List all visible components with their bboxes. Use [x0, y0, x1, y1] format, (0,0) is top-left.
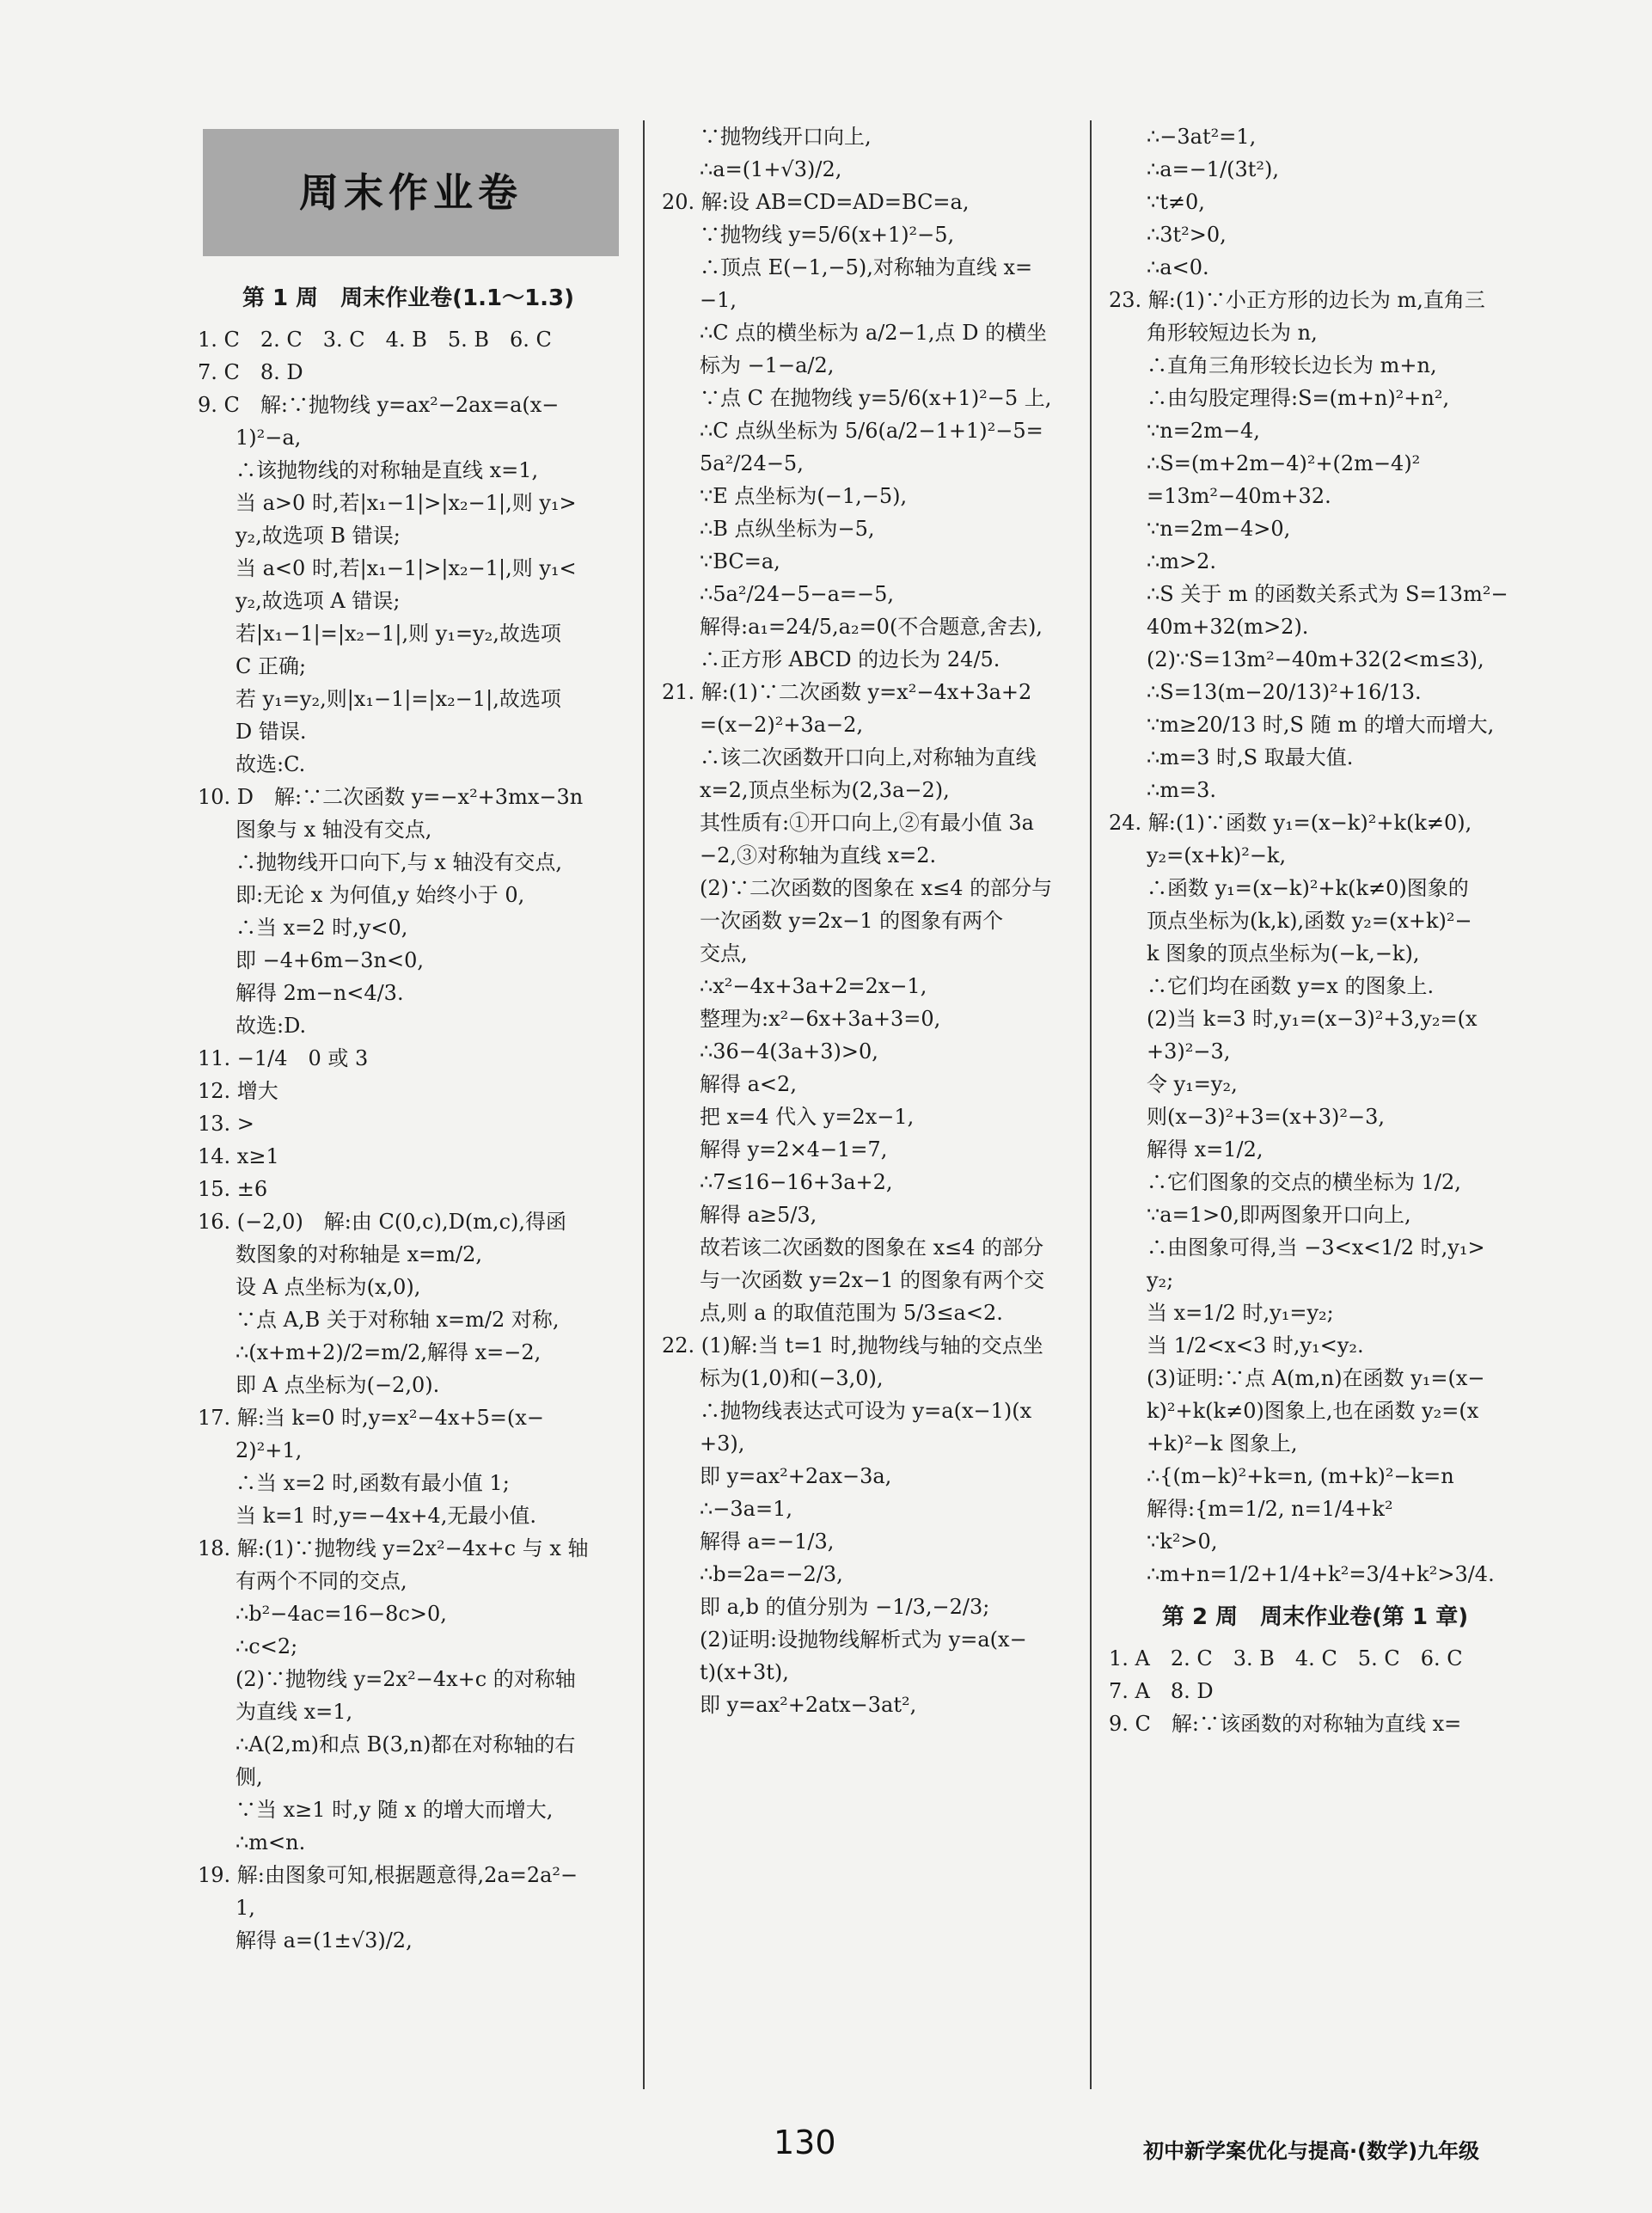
text-line: 角形较短边长为 n, — [1147, 321, 1318, 345]
text-line: ∵E 点坐标为(−1,−5), — [700, 484, 908, 508]
text-line: 11. −1/4 0 或 3 — [198, 1046, 369, 1070]
text-line: 解得 a≥5/3, — [700, 1203, 817, 1227]
text-line: 7. C 8. D — [198, 360, 303, 384]
text-line: 即:无论 x 为何值,y 始终小于 0, — [236, 883, 525, 907]
text-line: 即 y=ax²+2ax−3a, — [700, 1464, 892, 1488]
text-line: ∴正方形 ABCD 的边长为 24/5. — [700, 647, 1000, 671]
text-line: 18. 解:(1)∵抛物线 y=2x²−4x+c 与 x 轴 — [198, 1536, 589, 1560]
text-line: 故若该二次函数的图象在 x≤4 的部分 — [700, 1235, 1044, 1260]
text-line: ∴由勾股定理得:S=(m+n)²+n², — [1147, 386, 1450, 410]
text-line: y₂,故选项 B 错误; — [236, 524, 401, 548]
text-line: ∴{(m−k)²+k=n, (m+k)²−k=n — [1147, 1464, 1454, 1488]
text-line: ∴a<0. — [1147, 255, 1209, 279]
text-line: 14. x≥1 — [198, 1144, 279, 1168]
banner — [203, 129, 619, 256]
text-line: ∵当 x≥1 时,y 随 x 的增大而增大, — [236, 1798, 554, 1822]
text-line: ∵a=1>0,即两图象开口向上, — [1147, 1203, 1411, 1227]
text-line: 当 a>0 时,若|x₁−1|>|x₂−1|,则 y₁> — [236, 491, 577, 515]
text-line: (2)∵抛物线 y=2x²−4x+c 的对称轴 — [236, 1667, 576, 1691]
text-line: ∴b=2a=−2/3, — [700, 1562, 843, 1586]
text-line: y₂=(x+k)²−k, — [1147, 843, 1287, 867]
text-line: ∴该二次函数开口向上,对称轴为直线 — [700, 745, 1037, 769]
text-line: ∵k²>0, — [1147, 1529, 1218, 1554]
text-line: −2,③对称轴为直线 x=2. — [700, 843, 937, 867]
text-line: ∴它们均在函数 y=x 的图象上. — [1147, 974, 1435, 998]
text-line: ∴m=3 时,S 取最大值. — [1147, 745, 1354, 769]
section-title-week-2: 第 2 周 周末作业卷(第 1 章) — [1161, 1604, 1469, 1630]
text-line: 21. 解:(1)∵二次函数 y=x²−4x+3a+2 — [662, 680, 1032, 704]
text-line: +3), — [700, 1431, 745, 1456]
text-line: ∵n=2m−4>0, — [1147, 517, 1291, 541]
text-line: 解得 a=(1±√3)/2, — [236, 1928, 413, 1952]
text-line: ∴抛物线表达式可设为 y=a(x−1)(x — [700, 1399, 1032, 1423]
text-line: 13. > — [198, 1112, 254, 1136]
text-line: ∴b²−4ac=16−8c>0, — [236, 1602, 447, 1626]
text-line: 23. 解:(1)∵小正方形的边长为 m,直角三 — [1109, 288, 1485, 312]
text-line: (2)∵S=13m²−40m+32(2<m≤3), — [1147, 647, 1484, 671]
text-line: (3)证明:∵点 A(m,n)在函数 y₁=(x− — [1147, 1366, 1485, 1390]
section-title-week-1: 第 1 周 周末作业卷(1.1～1.3) — [242, 285, 575, 311]
text-line: ∵BC=a, — [700, 549, 780, 573]
text-line: 交点, — [700, 941, 748, 966]
text-line: 10. D 解:∵二次函数 y=−x²+3mx−3n — [198, 785, 584, 809]
text-line: ∵抛物线开口向上, — [700, 125, 872, 149]
text-line: 设 A 点坐标为(x,0), — [236, 1275, 421, 1299]
text-line: 即 A 点坐标为(−2,0). — [236, 1373, 440, 1397]
text-line: ∵点 C 在抛物线 y=5/6(x+1)²−5 上, — [700, 386, 1052, 410]
text-line: 16. (−2,0) 解:由 C(0,c),D(m,c),得函 — [198, 1210, 566, 1234]
text-line: ∴x²−4x+3a+2=2x−1, — [700, 974, 927, 998]
text-line: (2)∵二次函数的图象在 x≤4 的部分与 — [700, 876, 1053, 900]
text-line: ∴a=(1+√3)/2, — [700, 157, 842, 181]
text-line: y₂; — [1147, 1268, 1174, 1292]
text-line: 1)²−a, — [236, 426, 302, 450]
text-line: 把 x=4 代入 y=2x−1, — [700, 1105, 915, 1129]
text-line: 即 a,b 的值分别为 −1/3,−2/3; — [700, 1595, 990, 1619]
column-3-text — [1109, 120, 1521, 1591]
text-line: 图象与 x 轴没有交点, — [236, 818, 432, 842]
text-line: 即 −4+6m−3n<0, — [236, 948, 424, 972]
text-line: 当 k=1 时,y=−4x+4,无最小值. — [236, 1504, 537, 1528]
text-line: 当 x=1/2 时,y₁=y₂; — [1147, 1301, 1334, 1325]
text-line: ∴当 x=2 时,y<0, — [236, 916, 408, 940]
page-number: 130 — [774, 2124, 836, 2161]
text-line: +k)²−k 图象上, — [1147, 1431, 1298, 1456]
text-line: ∴−3at²=1, — [1147, 125, 1257, 149]
text-line: 若 y₁=y₂,则|x₁−1|=|x₂−1|,故选项 — [236, 687, 561, 711]
text-line: ∴该抛物线的对称轴是直线 x=1, — [236, 458, 539, 482]
text-line: 与一次函数 y=2x−1 的图象有两个交 — [700, 1268, 1045, 1292]
text-line: 有两个不同的交点, — [236, 1569, 407, 1593]
text-line: 若|x₁−1|=|x₂−1|,则 y₁=y₂,故选项 — [236, 622, 561, 646]
text-line: (2)当 k=3 时,y₁=(x−3)²+3,y₂=(x — [1147, 1007, 1478, 1031]
text-line: 故选:D. — [236, 1014, 307, 1038]
text-line: ∴C 点的横坐标为 a/2−1,点 D 的横坐 — [700, 321, 1048, 345]
text-line: 其性质有:①开口向上,②有最小值 3a — [700, 811, 1034, 835]
text-line: ∴−3a=1, — [700, 1497, 792, 1521]
column-3 — [1109, 120, 1521, 1740]
text-line: k 图象的顶点坐标为(−k,−k), — [1147, 941, 1420, 966]
text-line: ∴抛物线开口向下,与 x 轴没有交点, — [236, 850, 563, 874]
text-line: +3)²−3, — [1147, 1039, 1231, 1064]
text-line: 19. 解:由图象可知,根据题意得,2a=2a²− — [198, 1863, 578, 1887]
text-line: ∴它们图象的交点的横坐标为 1/2, — [1147, 1170, 1461, 1194]
text-line: ∴5a²/24−5−a=−5, — [700, 582, 895, 606]
text-line: x=2,顶点坐标为(2,3a−2), — [700, 778, 950, 802]
text-line: 解得:a₁=24/5,a₂=0(不合题意,舍去), — [700, 615, 1043, 639]
text-line: 15. ±6 — [198, 1177, 268, 1201]
text-line: ∴m+n=1/2+1/4+k²=3/4+k²>3/4. — [1147, 1562, 1495, 1586]
text-line: 侧, — [236, 1765, 263, 1789]
text-line: =(x−2)²+3a−2, — [700, 713, 864, 737]
text-line: ∴m<n. — [236, 1830, 306, 1854]
text-line: ∵抛物线 y=5/6(x+1)²−5, — [700, 223, 955, 247]
text-line: ∵n=2m−4, — [1147, 419, 1260, 443]
text-line: 整理为:x²−6x+3a+3=0, — [700, 1007, 941, 1031]
text-line: =13m²−40m+32. — [1147, 484, 1331, 508]
text-line: 解得 y=2×4−1=7, — [700, 1137, 888, 1162]
text-line: ∴m>2. — [1147, 549, 1217, 573]
text-line: ∴S=(m+2m−4)²+(2m−4)² — [1147, 451, 1421, 475]
text-line: 解得 x=1/2, — [1147, 1137, 1263, 1162]
text-line: 解得 2m−n<4/3. — [236, 981, 404, 1005]
text-line: ∴3t²>0, — [1147, 223, 1227, 247]
text-line: ∴直角三角形较长边长为 m+n, — [1147, 353, 1437, 377]
text-line: 数图象的对称轴是 x=m/2, — [236, 1242, 483, 1266]
text-line: 为直线 x=1, — [236, 1700, 353, 1724]
text-line: 17. 解:当 k=0 时,y=x²−4x+5=(x− — [198, 1406, 544, 1430]
text-line: t)(x+3t), — [700, 1660, 789, 1684]
text-line: D 错误. — [236, 720, 307, 744]
text-line: C 正确; — [236, 654, 307, 678]
text-line: 7. A 8. D — [1109, 1679, 1214, 1703]
text-line: 1. C 2. C 3. C 4. B 5. B 6. C — [198, 328, 552, 352]
text-line: 解得 a=−1/3, — [700, 1529, 835, 1554]
banner-title: 周末作业卷 — [299, 169, 523, 216]
text-line: ∴顶点 E(−1,−5),对称轴为直线 x= — [700, 255, 1033, 279]
text-line: 5a²/24−5, — [700, 451, 804, 475]
text-line: 顶点坐标为(k,k),函数 y₂=(x+k)²− — [1147, 909, 1472, 933]
column-1-text — [198, 323, 619, 1957]
text-line: ∴A(2,m)和点 B(3,n)都在对称轴的右 — [236, 1732, 576, 1756]
text-line: 20. 解:设 AB=CD=AD=BC=a, — [662, 190, 970, 214]
text-line: ∴S 关于 m 的函数关系式为 S=13m²− — [1147, 582, 1508, 606]
text-line: 24. 解:(1)∵函数 y₁=(x−k)²+k(k≠0), — [1109, 811, 1472, 835]
text-line: 9. C 解:∵抛物线 y=ax²−2ax=a(x− — [198, 393, 560, 417]
text-line: ∴a=−1/(3t²), — [1147, 157, 1280, 181]
text-line: ∴函数 y₁=(x−k)²+k(k≠0)图象的 — [1147, 876, 1469, 900]
column-3-text-2 — [1109, 1642, 1521, 1740]
text-line: ∴7≤16−16+3a+2, — [700, 1170, 893, 1194]
text-line: (2)证明:设抛物线解析式为 y=a(x− — [700, 1628, 1027, 1652]
text-line: 40m+32(m>2). — [1147, 615, 1309, 639]
text-line: ∵点 A,B 关于对称轴 x=m/2 对称, — [236, 1308, 560, 1332]
text-line: 1. A 2. C 3. B 4. C 5. C 6. C — [1109, 1646, 1463, 1670]
column-divider-2 — [1090, 120, 1092, 2089]
text-line: ∴c<2; — [236, 1634, 298, 1658]
text-line: ∴36−4(3a+3)>0, — [700, 1039, 878, 1064]
text-line: 当 a<0 时,若|x₁−1|>|x₂−1|,则 y₁< — [236, 556, 577, 580]
text-line: ∵m≥20/13 时,S 随 m 的增大而增大, — [1147, 713, 1495, 737]
text-line: 令 y₁=y₂, — [1147, 1072, 1238, 1096]
text-line: ∴由图象可得,当 −3<x<1/2 时,y₁> — [1147, 1235, 1485, 1260]
text-line: 故选:C. — [236, 752, 306, 776]
text-line: 一次函数 y=2x−1 的图象有两个 — [700, 909, 1004, 933]
text-line: 则(x−3)²+3=(x+3)²−3, — [1147, 1105, 1386, 1129]
text-line: 点,则 a 的取值范围为 5/3≤a<2. — [700, 1301, 1003, 1325]
text-line: ∴B 点纵坐标为−5, — [700, 517, 875, 541]
text-line: ∵t≠0, — [1147, 190, 1205, 214]
text-line: 22. (1)解:当 t=1 时,抛物线与轴的交点坐 — [662, 1333, 1043, 1358]
column-divider-1 — [643, 120, 645, 2089]
text-line: 2)²+1, — [236, 1438, 303, 1462]
text-line: 9. C 解:∵该函数的对称轴为直线 x= — [1109, 1712, 1462, 1736]
text-line: −1, — [700, 288, 737, 312]
text-line: 当 1/2<x<3 时,y₁<y₂. — [1147, 1333, 1364, 1358]
text-line: 解得 a<2, — [700, 1072, 797, 1096]
column-2-text — [662, 120, 1074, 1721]
text-line: 标为 −1−a/2, — [700, 353, 835, 377]
text-line: k)²+k(k≠0)图象上,也在函数 y₂=(x — [1147, 1399, 1479, 1423]
column-1 — [198, 120, 619, 1957]
text-line: y₂,故选项 A 错误; — [236, 589, 401, 613]
text-line: 12. 增大 — [198, 1079, 278, 1103]
text-line: ∴(x+m+2)/2=m/2,解得 x=−2, — [236, 1340, 541, 1364]
book-title: 初中新学案优化与提高·(数学)九年级 — [1143, 2139, 1480, 2163]
text-line: ∴m=3. — [1147, 778, 1217, 802]
text-line: ∴C 点纵坐标为 5/6(a/2−1+1)²−5= — [700, 419, 1043, 443]
text-line: ∴当 x=2 时,函数有最小值 1; — [236, 1471, 510, 1495]
text-line: 标为(1,0)和(−3,0), — [700, 1366, 884, 1390]
text-line: 即 y=ax²+2atx−3at², — [700, 1693, 917, 1717]
text-line: ∴S=13(m−20/13)²+16/13. — [1147, 680, 1422, 704]
text-line: 1, — [236, 1896, 255, 1920]
text-line: 解得:{m=1/2, n=1/4+k² — [1147, 1497, 1393, 1521]
column-2 — [662, 120, 1074, 1721]
